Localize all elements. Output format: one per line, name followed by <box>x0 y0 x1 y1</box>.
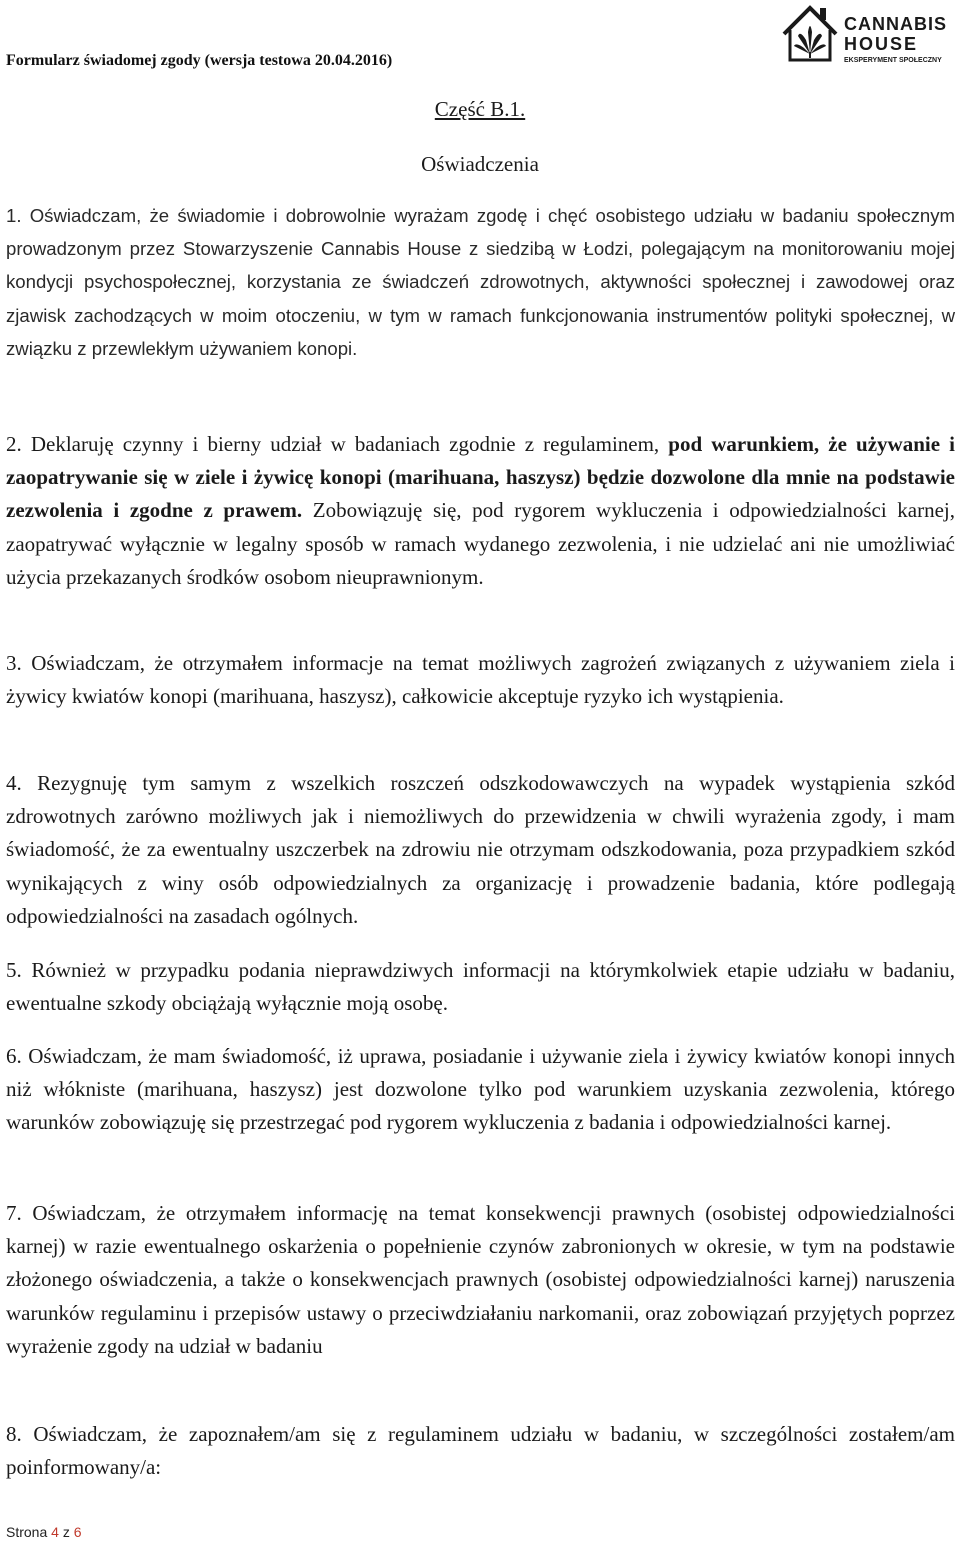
page-label: Strona <box>6 1524 52 1540</box>
statement-2-end: Zobowiązuję się, pod rygorem wykluczenia i odpowiedzialności karnej, zaopatrywać wyłącznie w legalny sposób w ramach wydanego zezwolenia, i nie udzielać ani nie umożliwiać użycia przekazanych środków osobom nieuprawnionym. <box>6 498 955 589</box>
statement-5: 5. Również w przypadku podania nieprawdziwych informacji na którymkolwiek etapie udziału w badaniu, ewentualne szkody obciążają wyłącznie moją osobę. <box>6 958 955 1016</box>
page-total: 6 <box>73 1524 82 1540</box>
part-title: Część B.1. <box>434 97 526 121</box>
statement-7: 7. Oświadczam, że otrzymałem informację na temat konsekwencji prawnych (osobistej odpowiedzialności karnej) w razie ewentualnego oskarżenia o popełnienie czynów zabronionych w okresie, w tym na podstawie złożonego oświadczenia, a także o konsekwencjach prawnych (osobistej odpowiedzialności karnej) naruszenia warunków regulaminu i przepisów ustawy o przeciwdziałaniu narkomanii, oraz zobowiązań przyjętych poprzez wyrażenie zgody na udział w badaniu <box>6 1201 955 1358</box>
logo-line3: EKSPERYMENT SPOŁECZNY <box>844 57 942 64</box>
house-cannabis-leaf-icon <box>780 2 958 66</box>
statement-8: 8. Oświadczam, że zapoznałem/am się z regulaminem udziału w badaniu, w szczególności zostałem/am poinformowany/a: <box>6 1422 955 1480</box>
section-title: Oświadczenia <box>421 152 539 176</box>
statement-2-start: 2. Deklaruję czynny i bierny udział w badaniach zgodnie z regulaminem, <box>6 432 669 456</box>
statement-6: 6. Oświadczam, że mam świadomość, iż uprawa, posiadanie i używanie ziela i żywicy kwiatów konopi innych niż włókniste (marihuana, haszysz) jest dozwolone tylko pod warunkiem uzyskania zezwolenia, którego warunków zobowiązuję się przestrzegać pod rygorem wykluczenia z badania i odpowiedzialności karnej. <box>6 1044 955 1135</box>
page-number <box>6 1524 82 1540</box>
form-title: Formularz świadomej zgody (wersja testowa 20.04.2016) <box>6 52 393 69</box>
cannabis-house-logo <box>780 2 958 66</box>
logo-line2: HOUSE <box>844 34 919 54</box>
statement-2-bold: pod warunkiem, że używanie i zaopatrywanie się w ziele i żywicę konopi (marihuana, haszysz) będzie dozwolone dla mnie na podstawie zezwolenia i zgodne z prawem. <box>6 432 955 523</box>
statement-4: 4. Rezygnuję tym samym z wszelkich roszczeń odszkodowawczych na wypadek wystąpienia szkód zdrowotnych zarówno możliwych jak i niemożliwych do przewidzenia w chwili wyrażenia zgody, i mam świadomość, że za ewentualny uszczerbek na zdrowiu nie otrzymam odszkodowania, poza przypadkiem szkód wynikających z winy osób odpowiedzialnych za organizację i prowadzenie badania, które podlegają odpowiedzialności na zasadach ogólnych. <box>6 771 955 928</box>
page-separator: z <box>58 1524 74 1540</box>
statement-1: 1. Oświadczam, że świadomie i dobrowolnie wyrażam zgodę i chęć osobistego udziału w badaniu społecznym prowadzonym przez Stowarzyszenie Cannabis House z siedzibą w Łodzi, polegającym na monitorowaniu mojej kondycji psychospołecznej, korzystania ze świadczeń zdrowotnych, aktywności społecznej i zawodowej oraz zjawisk zachodzących w moim otoczeniu, w tym w ramach funkcjonowania instrumentów polityki społecznej, w związku z przewlekłym używaniem konopi. <box>6 205 955 359</box>
statement-2 <box>6 428 955 594</box>
statement-3: 3. Oświadczam, że otrzymałem informacje na temat możliwych zagrożeń związanych z używaniem ziela i żywicy kwiatów konopi (marihuana, haszysz), całkowicie akceptuje ryzyko ich wystąpienia. <box>6 651 955 709</box>
logo-line1: CANNABIS <box>844 14 948 34</box>
page-current: 4 <box>51 1524 59 1540</box>
